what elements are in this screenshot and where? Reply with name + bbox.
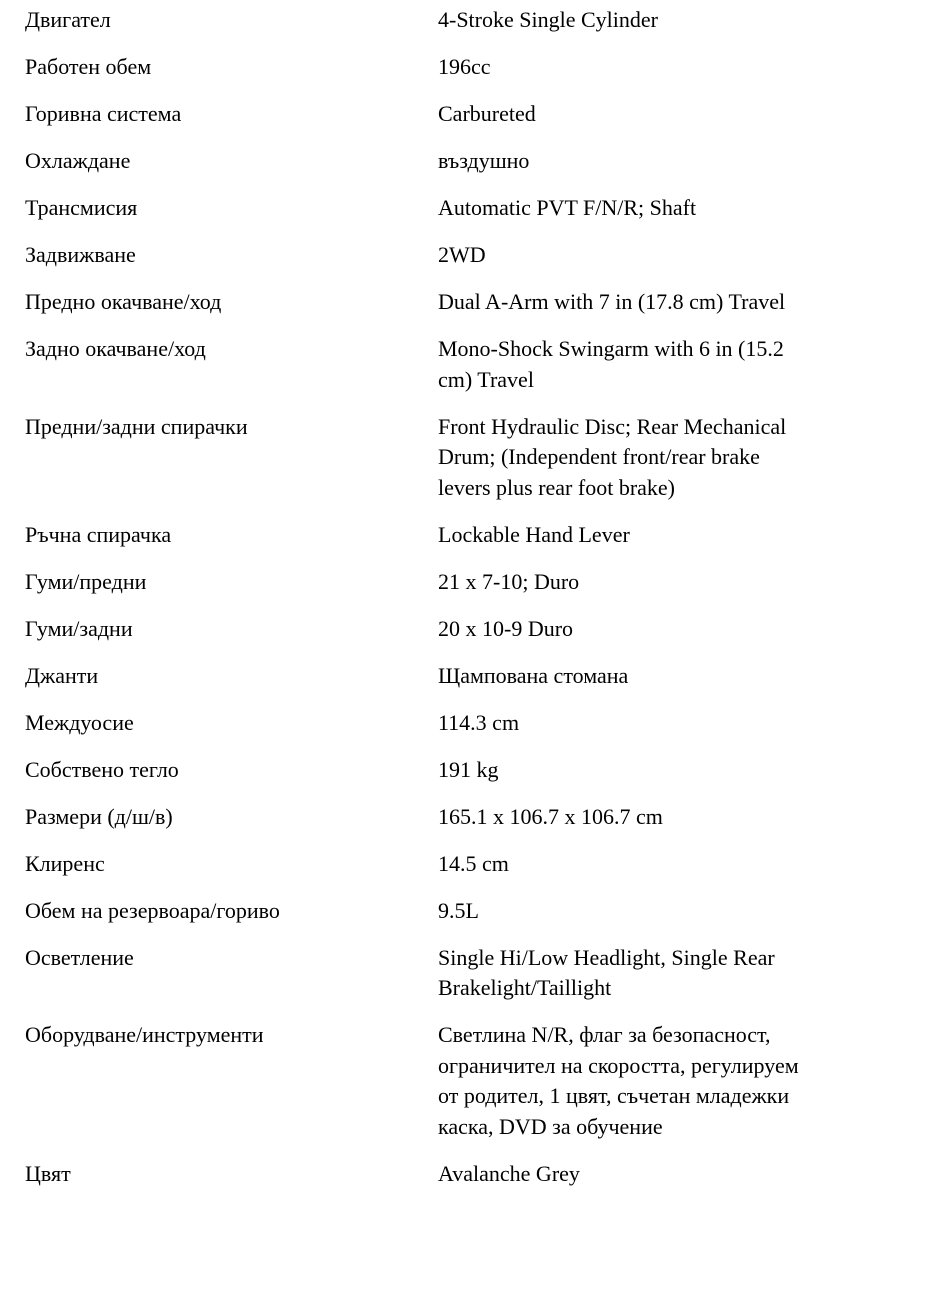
spec-label: Осветление	[25, 944, 134, 970]
spec-value: 4-Stroke Single Cylinder	[438, 7, 658, 32]
spec-value: Lockable Hand Lever	[438, 521, 630, 547]
spec-row-equipment	[25, 1020, 825, 1142]
spec-value: Front Hydraulic Disc; Rear Mechanical Drum; (Independent front/rear brake levers plus rear foot brake)	[438, 413, 787, 500]
spec-row-front-suspension	[25, 287, 825, 318]
spec-row-dimensions	[25, 802, 825, 833]
spec-label: Собствено тегло	[25, 756, 179, 782]
spec-label: Междуосие	[25, 709, 134, 735]
spec-value: въздушно	[438, 148, 530, 173]
spec-label: Предни/задни спирачки	[25, 413, 248, 439]
spec-row-dry-weight	[25, 755, 825, 786]
spec-row-displacement	[25, 52, 825, 83]
spec-label: Джанти	[25, 662, 99, 688]
spec-label: Обем на резервоара/гориво	[25, 897, 280, 923]
spec-value: Carbureted	[438, 101, 536, 126]
spec-value: 20 x 10-9 Duro	[438, 615, 574, 641]
spec-value: 14.5 cm	[438, 850, 509, 876]
spec-row-ground-clearance	[25, 849, 825, 880]
spec-row-lighting	[25, 943, 825, 1004]
spec-row-transmission	[25, 193, 825, 224]
spec-value: Dual A-Arm with 7 in (17.8 cm) Travel	[438, 289, 786, 314]
spec-label: Охлаждане	[25, 148, 131, 173]
spec-label: Задвижване	[25, 242, 136, 267]
spec-row-engine	[25, 5, 825, 36]
spec-value: Single Hi/Low Headlight, Single Rear Brakelight/Taillight	[438, 944, 775, 1000]
spec-label: Горивна система	[25, 101, 182, 126]
spec-value: 2WD	[438, 242, 486, 267]
spec-value: Automatic PVT F/N/R; Shaft	[438, 195, 697, 220]
spec-row-color	[25, 1159, 825, 1190]
spec-value: Mono-Shock Swingarm with 6 in (15.2 cm) Travel	[438, 336, 784, 392]
spec-label: Размери (д/ш/в)	[25, 803, 173, 829]
spec-row-drive	[25, 240, 825, 271]
spec-value: 114.3 cm	[438, 709, 520, 735]
spec-label: Ръчна спирачка	[25, 521, 172, 547]
spec-row-fuel-capacity	[25, 896, 825, 927]
spec-label: Предно окачване/ход	[25, 289, 222, 314]
spec-row-front-tires	[25, 567, 825, 598]
spec-label: Гуми/предни	[25, 568, 147, 594]
spec-label: Клиренс	[25, 850, 105, 876]
spec-table	[25, 5, 825, 1206]
spec-row-parking-brake	[25, 520, 825, 551]
spec-label: Цвят	[25, 1160, 71, 1186]
spec-row-cooling	[25, 146, 825, 177]
spec-label: Гуми/задни	[25, 615, 133, 641]
spec-label: Работен обем	[25, 54, 152, 79]
spec-row-brakes	[25, 412, 825, 504]
spec-row-wheelbase	[25, 708, 825, 739]
spec-row-wheels	[25, 661, 825, 692]
spec-value: 196cc	[438, 54, 491, 79]
spec-label: Задно окачване/ход	[25, 336, 206, 361]
spec-label: Оборудване/инструменти	[25, 1022, 264, 1047]
spec-value: Avalanche Grey	[438, 1160, 580, 1186]
spec-value: Светлина N/R, флаг за безопасност, ограничител на скоростта, регулируем от родител, 1 цвят, съчетан младежки каска, DVD за обучение	[438, 1022, 799, 1139]
spec-value: 191 kg	[438, 756, 499, 782]
spec-row-rear-tires	[25, 614, 825, 645]
spec-value: Щампована стомана	[438, 662, 629, 688]
spec-label: Трансмисия	[25, 195, 138, 220]
spec-label: Двигател	[25, 7, 111, 32]
spec-value: 21 x 7-10; Duro	[438, 568, 580, 594]
spec-value: 165.1 x 106.7 x 106.7 cm	[438, 803, 663, 829]
spec-row-rear-suspension	[25, 334, 825, 395]
spec-row-fuel-system	[25, 99, 825, 130]
spec-value: 9.5L	[438, 897, 479, 923]
